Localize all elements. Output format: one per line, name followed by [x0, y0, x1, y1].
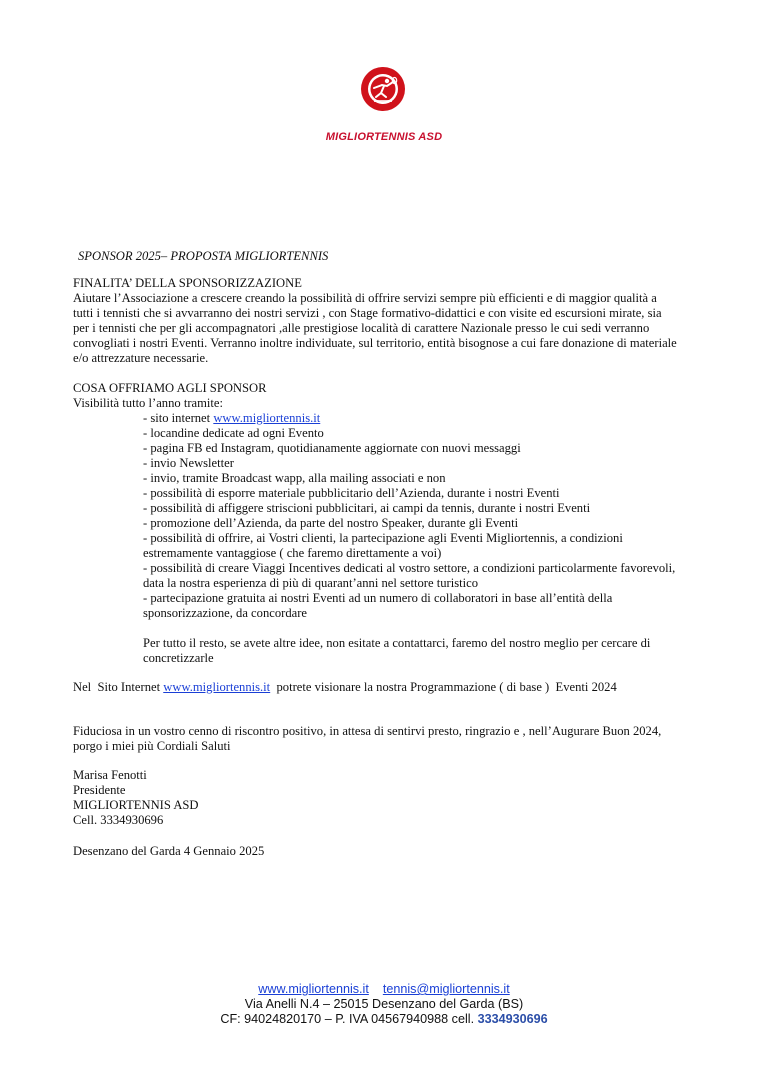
signature-name: Marisa Fenotti: [73, 768, 147, 782]
place-date: Desenzano del Garda 4 Gennaio 2025: [73, 844, 265, 858]
sito-suffix: potrete visionare la nostra Programmazione ( di base ) Eventi 2024: [270, 680, 617, 694]
offriamo-heading: COSA OFFRIAMO AGLI SPONSOR: [73, 381, 267, 395]
list-item: - promozione dell’Azienda, da parte del nostro Speaker, durante gli Eventi: [143, 516, 519, 530]
footer-fiscal: [0, 1012, 768, 1027]
list-item-text: - sito internet: [143, 411, 214, 425]
finalita-line: convogliati i nostri Eventi. Verranno inoltre individuate, sul territorio, entità bisognose a cui fare donazione di materiale: [73, 336, 677, 350]
sito-link[interactable]: www.migliortennis.it: [163, 680, 271, 694]
footer-phone: 3334930696: [477, 1012, 548, 1026]
list-item: - partecipazione gratuita ai nostri Eventi ad un numero di collaboratori in base all’entità della: [143, 591, 613, 605]
finalita-line: e/o attrezzature necessarie.: [73, 351, 209, 365]
closing-text: Fiduciosa in un vostro cenno di riscontro positivo, in attesa di sentirvi presto, ringrazio e , nell’Augurare Buon 2024,: [73, 724, 662, 738]
closing-text: porgo i miei più Cordiali Saluti: [73, 739, 231, 753]
sito-prefix: Nel Sito Internet: [73, 680, 164, 694]
offriamo-section: [73, 381, 703, 411]
footer-site-link[interactable]: www.migliortennis.it: [258, 982, 369, 996]
tennis-player-logo-icon: [360, 66, 406, 112]
closing-line: concretizzarle: [143, 651, 214, 665]
list-item: sponsorizzazione, da concordare: [143, 606, 307, 620]
list-item: estremamente vantaggiose ( che faremo direttamente a voi): [143, 546, 442, 560]
footer-fiscal-text: CF: 94024820170 – P. IVA 04567940988 cell.: [220, 1012, 478, 1026]
offriamo-list: [143, 411, 718, 666]
footer-address: Via Anelli N.4 – 25015 Desenzano del Garda (BS): [244, 997, 524, 1011]
site-link[interactable]: www.migliortennis.it: [213, 411, 321, 425]
finalita-section: [73, 276, 703, 366]
list-item: - invio Newsletter: [143, 456, 234, 470]
list-item: data la nostra esperienza di più di quarant’anni nel settore turistico: [143, 576, 479, 590]
sito-line: [73, 680, 703, 695]
signature-org: MIGLIORTENNIS ASD: [73, 798, 199, 812]
list-item: - possibilità di esporre materiale pubblicitario dell’Azienda, durante i nostri Eventi: [143, 486, 560, 500]
signature-block: [73, 768, 703, 828]
list-item: - locandine dedicate ad ogni Evento: [143, 426, 324, 440]
closing-line: Per tutto il resto, se avete altre idee, non esitate a contattarci, faremo del nostro meglio per cercare di: [143, 636, 651, 650]
list-item: - possibilità di offrire, ai Vostri clienti, la partecipazione agli Eventi Migliortennis, a condizioni: [143, 531, 623, 545]
brand-name: MIGLIORTENNIS ASD: [325, 131, 443, 143]
finalita-heading: FINALITA’ DELLA SPONSORIZZAZIONE: [73, 276, 302, 290]
offriamo-intro: Visibilità tutto l’anno tramite:: [73, 396, 223, 410]
page-title: SPONSOR 2025– PROPOSTA MIGLIORTENNIS: [78, 249, 329, 263]
footer-email-link[interactable]: tennis@migliortennis.it: [382, 982, 510, 996]
list-item: - possibilità di affiggere striscioni pubblicitari, ai campi da tennis, durante i nostri Eventi: [143, 501, 591, 515]
list-item: - possibilità di creare Viaggi Incentives dedicati al vostro settore, a condizioni particolarmente favorevoli,: [143, 561, 676, 575]
list-item: [143, 411, 718, 426]
finalita-line: tutti i tennisti che si avvarranno dei nostri servizi , con Stage formativo-didattici e con visite ed escursioni mirate, sia: [73, 306, 662, 320]
footer-links: [0, 982, 768, 997]
list-item: - pagina FB ed Instagram, quotidianamente aggiornate con nuovi messaggi: [143, 441, 521, 455]
finalita-line: per i tennisti che per gli accompagnatori ,alle prestigiose località di carattere Nazionale presso le cui sedi verranno: [73, 321, 650, 335]
list-item: - invio, tramite Broadcast wapp, alla mailing associati e non: [143, 471, 446, 485]
signature-phone: Cell. 3334930696: [73, 813, 164, 827]
signature-role: Presidente: [73, 783, 126, 797]
closing-paragraph: [73, 724, 703, 754]
finalita-line: Aiutare l’Associazione a crescere creando la possibilità di offrire servizi sempre più efficienti e di maggior qualità a: [73, 291, 657, 305]
